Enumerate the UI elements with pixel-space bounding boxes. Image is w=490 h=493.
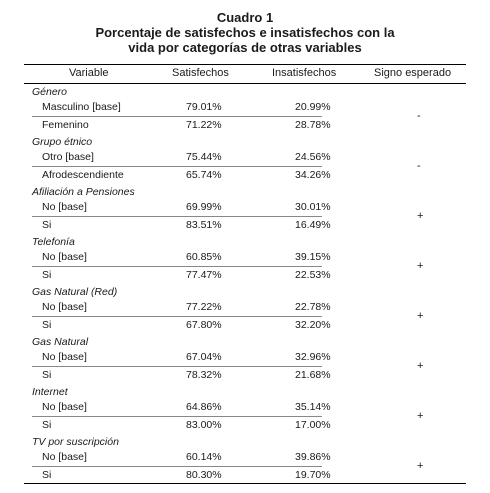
bottom-rule bbox=[24, 483, 466, 484]
table-row bbox=[24, 167, 466, 184]
expected-sign: + bbox=[417, 360, 424, 372]
insatisfechos-value: 16.49% bbox=[295, 219, 331, 231]
insatisfechos-value: 39.86% bbox=[295, 451, 331, 463]
category-name: No [base] bbox=[42, 451, 87, 463]
satisfechos-value: 71.22% bbox=[186, 119, 222, 131]
row-divider bbox=[32, 116, 322, 117]
category-name: No [base] bbox=[42, 201, 87, 213]
table-caption bbox=[0, 10, 490, 55]
table-row bbox=[24, 349, 466, 366]
satisfechos-value: 67.80% bbox=[186, 319, 222, 331]
satisfechos-value: 69.99% bbox=[186, 201, 222, 213]
table-row bbox=[24, 417, 466, 434]
expected-sign: + bbox=[417, 410, 424, 422]
table-row bbox=[24, 449, 466, 466]
satisfechos-value: 67.04% bbox=[186, 351, 222, 363]
caption-title-line-2: vida por categorías de otras variables bbox=[128, 40, 362, 55]
variable-group bbox=[24, 384, 466, 434]
satisfechos-value: 60.85% bbox=[186, 251, 222, 263]
group-label: Grupo étnico bbox=[32, 136, 93, 148]
table-row bbox=[24, 299, 466, 316]
insatisfechos-value: 24.56% bbox=[295, 151, 331, 163]
insatisfechos-value: 34.26% bbox=[295, 169, 331, 181]
expected-sign: - bbox=[417, 160, 421, 172]
row-divider bbox=[32, 416, 322, 417]
table-row bbox=[24, 267, 466, 284]
row-divider bbox=[32, 166, 322, 167]
insatisfechos-value: 20.99% bbox=[295, 101, 331, 113]
group-label: Telefonía bbox=[32, 236, 75, 248]
satisfechos-value: 77.47% bbox=[186, 269, 222, 281]
group-label: Género bbox=[32, 86, 68, 98]
row-divider bbox=[32, 466, 322, 467]
group-label: Afiliación a Pensiones bbox=[32, 186, 135, 198]
table-row bbox=[24, 399, 466, 416]
table-row bbox=[24, 217, 466, 234]
satisfechos-value: 79.01% bbox=[186, 101, 222, 113]
category-name: Afrodescendiente bbox=[42, 169, 124, 181]
row-divider bbox=[32, 266, 322, 267]
variable-group bbox=[24, 434, 466, 484]
insatisfechos-value: 35.14% bbox=[295, 401, 331, 413]
variable-group bbox=[24, 84, 466, 134]
header-satisfechos: Satisfechos bbox=[172, 67, 229, 79]
satisfechos-value: 60.14% bbox=[186, 451, 222, 463]
group-label: Gas Natural (Red) bbox=[32, 286, 118, 298]
table-header-row bbox=[24, 64, 466, 83]
category-name: No [base] bbox=[42, 301, 87, 313]
table-row bbox=[24, 149, 466, 166]
satisfechos-value: 75.44% bbox=[186, 151, 222, 163]
category-name: Masculino [base] bbox=[42, 101, 121, 113]
insatisfechos-value: 28.78% bbox=[295, 119, 331, 131]
insatisfechos-value: 32.20% bbox=[295, 319, 331, 331]
header-variable: Variable bbox=[69, 67, 109, 79]
insatisfechos-value: 17.00% bbox=[295, 419, 331, 431]
satisfechos-value: 77.22% bbox=[186, 301, 222, 313]
insatisfechos-value: 22.78% bbox=[295, 301, 331, 313]
variable-group bbox=[24, 184, 466, 234]
category-name: No [base] bbox=[42, 351, 87, 363]
group-label: TV por suscripción bbox=[32, 436, 119, 448]
table-row bbox=[24, 317, 466, 334]
header-insatisfechos: Insatisfechos bbox=[272, 67, 337, 79]
caption-number: Cuadro 1 bbox=[216, 10, 274, 25]
table-row bbox=[24, 117, 466, 134]
header-signo-esperado: Signo esperado bbox=[374, 67, 452, 79]
row-divider bbox=[32, 366, 322, 367]
expected-sign: + bbox=[417, 460, 424, 472]
insatisfechos-value: 22.53% bbox=[295, 269, 331, 281]
table-body bbox=[24, 84, 466, 484]
variable-group bbox=[24, 334, 466, 384]
row-divider bbox=[32, 316, 322, 317]
satisfechos-value: 80.30% bbox=[186, 469, 222, 481]
expected-sign: + bbox=[417, 210, 424, 222]
satisfechos-value: 65.74% bbox=[186, 169, 222, 181]
table-row bbox=[24, 199, 466, 216]
table-row bbox=[24, 367, 466, 384]
category-name: Si bbox=[42, 219, 52, 231]
category-name: Si bbox=[42, 319, 52, 331]
table-row bbox=[24, 249, 466, 266]
table-row bbox=[24, 467, 466, 484]
satisfechos-value: 64.86% bbox=[186, 401, 222, 413]
category-name: Si bbox=[42, 419, 52, 431]
expected-sign: + bbox=[417, 260, 424, 272]
variable-group bbox=[24, 234, 466, 284]
category-name: Femenino bbox=[42, 119, 89, 131]
group-label: Gas Natural bbox=[32, 336, 89, 348]
category-name: Otro [base] bbox=[42, 151, 94, 163]
table-row bbox=[24, 99, 466, 116]
insatisfechos-value: 21.68% bbox=[295, 369, 331, 381]
variable-group bbox=[24, 134, 466, 184]
category-name: No [base] bbox=[42, 251, 87, 263]
variable-group bbox=[24, 284, 466, 334]
caption-title-line-1: Porcentaje de satisfechos e insatisfechos con la bbox=[95, 25, 395, 40]
row-divider bbox=[32, 216, 322, 217]
category-name: Si bbox=[42, 469, 52, 481]
expected-sign: - bbox=[417, 110, 421, 122]
insatisfechos-value: 30.01% bbox=[295, 201, 331, 213]
satisfechos-value: 83.51% bbox=[186, 219, 222, 231]
satisfechos-value: 78.32% bbox=[186, 369, 222, 381]
category-name: No [base] bbox=[42, 401, 87, 413]
expected-sign: + bbox=[417, 310, 424, 322]
category-name: Si bbox=[42, 269, 52, 281]
satisfechos-value: 83.00% bbox=[186, 419, 222, 431]
category-name: Si bbox=[42, 369, 52, 381]
insatisfechos-value: 39.15% bbox=[295, 251, 331, 263]
insatisfechos-value: 32.96% bbox=[295, 351, 331, 363]
insatisfechos-value: 19.70% bbox=[295, 469, 331, 481]
group-label: Internet bbox=[32, 386, 68, 398]
